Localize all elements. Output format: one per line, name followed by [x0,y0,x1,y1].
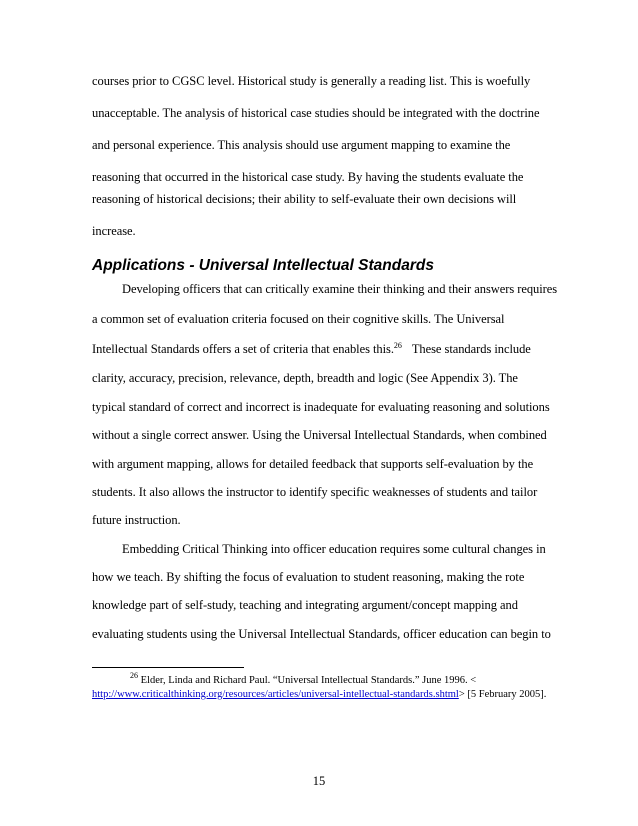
body-text-line: clarity, accuracy, precision, relevance, depth, breadth and logic (See Appendix 3). The [92,371,518,385]
body-text-line: unacceptable. The analysis of historical case studies should be integrated with the doctrine [92,106,540,120]
footnote-reference[interactable]: 26 [393,341,402,350]
body-text-line: with argument mapping, allows for detailed feedback that supports self-evaluation by the [92,457,534,471]
footnote-date: > [5 February 2005]. [458,689,547,700]
body-text-line: reasoning of historical decisions; their ability to self-evaluate their own decisions will [92,192,517,206]
body-text-line: typical standard of correct and incorrect is inadequate for evaluating reasoning and solutions [92,400,550,414]
body-text-line-with-footnote [92,341,531,357]
body-text-line: future instruction. [92,513,181,527]
section-heading: Applications - Universal Intellectual Standards [92,257,434,274]
body-text-line: Developing officers that can critically examine their thinking and their answers requires [122,282,558,296]
footnote-citation: Elder, Linda and Richard Paul. “Universal Intellectual Standards.” June 1996. < [140,675,477,686]
body-text-line: and personal experience. This analysis should use argument mapping to examine the [92,138,511,152]
body-text-line: students. It also allows the instructor to identify specific weaknesses of students and tailor [92,485,538,499]
text-segment: Intellectual Standards offers a set of criteria that enables this. [92,342,394,356]
footnote-url-link[interactable]: http://www.criticalthinking.org/resources/articles/universal-intellectual-standards.shtml [92,689,459,700]
body-text-line: reasoning that occurred in the historical case study. By having the students evaluate the [92,170,524,184]
body-text-line: a common set of evaluation criteria focused on their cognitive skills. The Universal [92,312,505,326]
text-segment: These standards include [411,342,531,356]
footnote-line [130,671,477,687]
body-text-line: how we teach. By shifting the focus of evaluation to student reasoning, making the rote [92,570,525,584]
footnote-line [92,688,546,701]
body-text-line: courses prior to CGSC level. Historical study is generally a reading list. This is woefully [92,74,531,88]
body-text-line: evaluating students using the Universal Intellectual Standards, officer education can begin to [92,627,551,641]
body-text-line: increase. [92,224,136,238]
page-number: 15 [312,774,326,788]
body-text-line: without a single correct answer. Using the Universal Intellectual Standards, when combined [92,428,547,442]
footnote-separator [92,667,244,668]
body-text-line: knowledge part of self-study, teaching and integrating argument/concept mapping and [92,598,518,612]
body-text-line: Embedding Critical Thinking into officer education requires some cultural changes in [122,542,546,556]
footnote-marker: 26 [130,671,138,680]
